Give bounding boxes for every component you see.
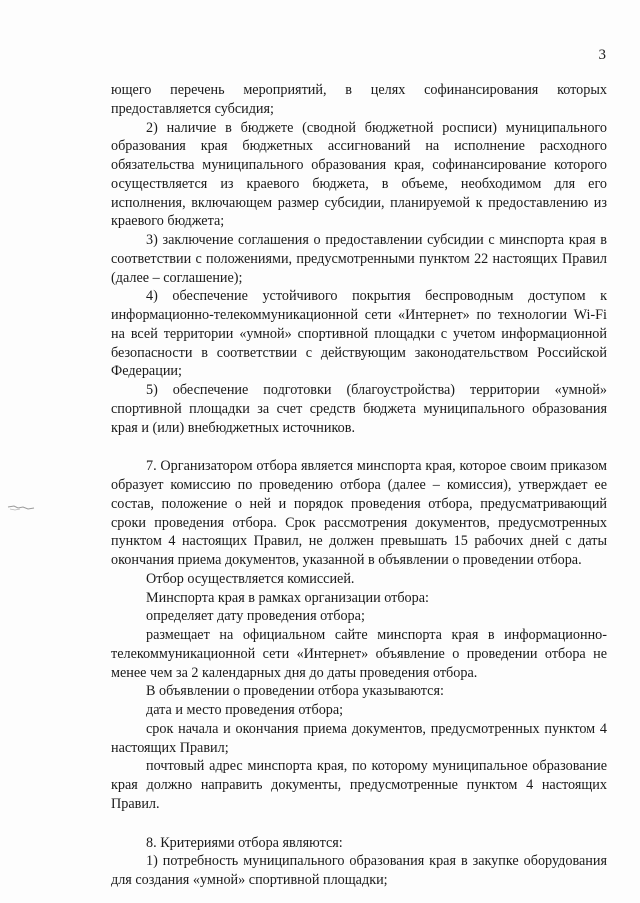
paragraph: 2) наличие в бюджете (сводной бюджетной росписи) муниципального образования края бюджетных ассигнований на исполнение расходного обязательства муниципального образования края, софинансирование которого осуществляется из краевого бюджета, в объеме, необходимом для его исполнения, включающем размер субсидии, планируемой к предоставлению из краевого бюджета; [111,119,607,230]
paragraph: 5) обеспечение подготовки (благоустройства) территории «умной» спортивной площадки за счет средств бюджета муниципального образования края и (или) внебюджетных источников. [111,382,607,436]
paragraph: дата и место проведения отбора; [146,702,344,718]
paragraph: 8. Критериями отбора являются: [146,834,343,851]
paragraph: Минспорта края в рамках организации отбора: [146,589,429,606]
section-gap [111,814,607,834]
paragraph: Отбор осуществляется комиссией. [146,570,355,587]
paragraph: определяет дату проведения отбора; [146,608,365,625]
paragraph: 3) заключение соглашения о предоставлении субсидии с минспорта края в соответствии с положениями, предусмотренными пунктом 22 настоящих Правил (далее – соглашение); [111,232,607,286]
paragraph: В объявлении о проведении отбора указываются: [146,683,444,700]
paragraph: размещает на официальном сайте минспорта края в информационно-телекоммуникационной сети «Интернет» объявление о проведении отбора не менее чем за 2 календарных дня до даты проведения отбора. [111,627,607,681]
scan-artifact-mark [6,500,38,514]
document-body [111,81,607,890]
paragraph: 7. Организатором отбора является минспорта края, которое своим приказом образует комиссию по проведению отбора (далее – комиссия), утверждает ее состав, положение о ней и порядок проведения отбора, предусматривающий сроки проведения отбора. Срок рассмотрения документов, предусмотренных пунктом 4 настоящих Правил, не должен превышать 15 рабочих дней с даты окончания приема документов, указанной в объявлении о проведении отбора. [111,458,607,568]
paragraph: ющего перечень мероприятий, в целях софинансирования которых предоставляется субсидия; [111,82,607,117]
page-number: 3 [598,47,606,63]
paragraph: почтовый адрес минспорта края, по которому муниципальное образование края должно направить документы, предусмотренные пунктом 4 настоящих Правил. [111,758,607,812]
paragraph: 4) обеспечение устойчивого покрытия беспроводным доступом к информационно-телекоммуникационной сети «Интернет» по технологии Wi-Fi на всей территории «умной» спортивной площадки с учетом информационной безопасности в соответствии с действующим законодательством Российской Федерации; [111,288,607,380]
section-gap [111,437,607,457]
paragraph: 1) потребность муниципального образования края в закупке оборудования для создания «умной» спортивной площадки; [111,853,607,888]
paragraph: срок начала и окончания приема документов, предусмотренных пунктом 4 настоящих Правил; [111,720,607,756]
